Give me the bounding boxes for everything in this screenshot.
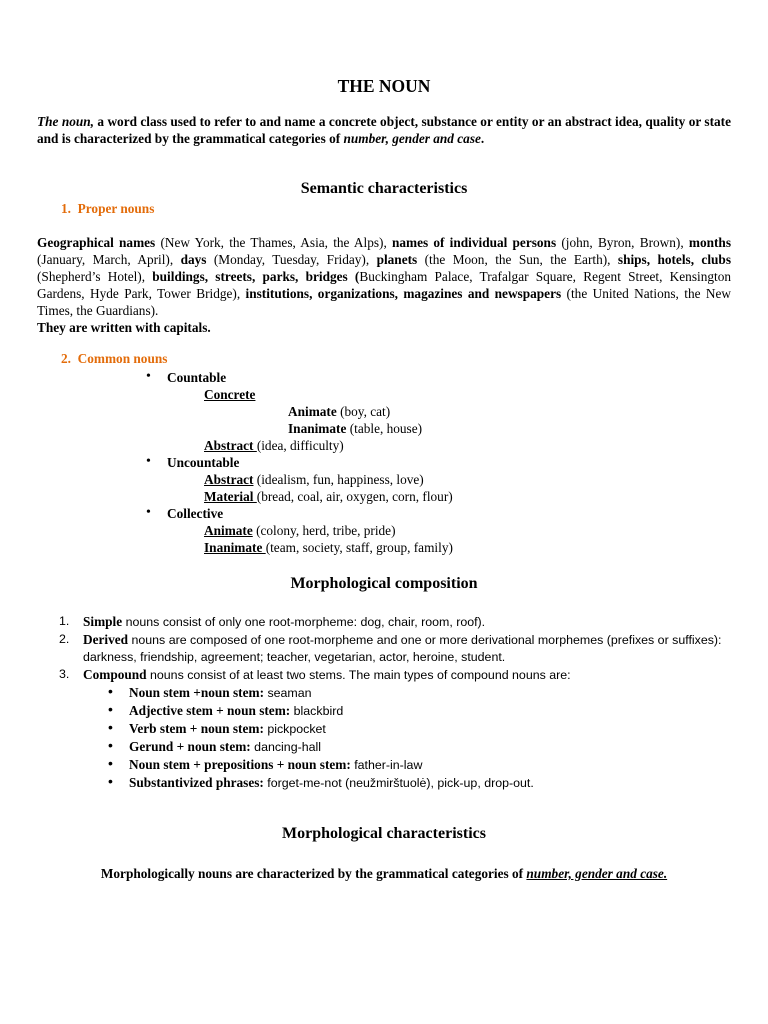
proper-category-4: planets xyxy=(376,252,418,267)
intro-categories: number, gender and case xyxy=(343,131,481,146)
proper-category-6: buildings, streets, parks, bridges ( xyxy=(152,269,360,284)
page-title: THE NOUN xyxy=(337,76,431,96)
intro-paragraph: The noun, a word class used to refer to and name a concrete object, substance or entity or an abstract idea, quality or state and is characterized by the grammatical categories of number, gender and case. xyxy=(37,114,731,146)
characteristics-heading: Morphological characteristics xyxy=(282,825,486,842)
compound-types-list xyxy=(61,684,731,792)
proper-category-7: institutions, organizations, magazines and newspapers xyxy=(245,286,562,301)
abstract-item: Abstract (idea, difficulty) xyxy=(204,438,344,453)
compound-type-item: • Noun stem +noun stem: seaman xyxy=(129,684,731,702)
proper-examples-7: (the United Nations, the New Times, the Guardians). xyxy=(37,286,731,318)
animate-item: Animate (boy, cat) xyxy=(288,404,391,419)
collective-animate-item: Animate (colony, herd, tribe, pride) xyxy=(204,523,396,538)
proper-category-3: days xyxy=(180,252,207,267)
uncountable-abstract-item: Abstract (idealism, fun, happiness, love) xyxy=(204,472,424,487)
proper-nouns-heading: 1. Proper nouns xyxy=(61,201,155,216)
intro-term: The noun, xyxy=(37,114,94,129)
composition-item-simple: 1. Simple nouns consist of only one root-morpheme: dog, chair, room, roof). xyxy=(59,614,486,629)
proper-category-0: Geographical names xyxy=(37,235,156,250)
proper-examples-0: (New York, the Thames, Asia, the Alps), xyxy=(155,235,392,250)
compound-type-item: • Adjective stem + noun stem: blackbird xyxy=(129,702,731,720)
compound-type-item: • Gerund + noun stem: dancing-hall xyxy=(129,738,731,756)
characteristics-categories: number, gender and case. xyxy=(526,866,668,881)
proper-examples-2: (January, March, April), xyxy=(37,252,181,267)
composition-item-compound: 3. Compound nouns consist of at least two stems. The main types of compound nouns are: xyxy=(59,667,571,682)
collective-item: • Collective xyxy=(167,505,223,522)
intro-text: a word class used to refer to and name a concrete object, substance or entity or an abstract idea, quality or state and is characterized by the grammatical categories of xyxy=(37,114,731,146)
proper-category-2: months xyxy=(688,235,731,250)
proper-category-1: names of individual persons xyxy=(392,235,557,250)
concrete-label: Concrete xyxy=(204,387,256,402)
proper-examples-6: Buckingham Palace, Trafalgar Square, Regent Street, Kensington Gardens, Hyde Park, Tower Bridge), xyxy=(37,269,731,301)
proper-examples-5: (Shepherd’s Hotel), xyxy=(37,269,153,284)
material-item: Material (bread, coal, air, oxygen, corn, flour) xyxy=(204,489,453,504)
uncountable-item: • Uncountable xyxy=(167,454,239,471)
semantic-heading: Semantic characteristics xyxy=(300,180,468,197)
characteristics-paragraph: Morphologically nouns are characterized by the grammatical categories of number, gender and case. xyxy=(100,866,668,881)
collective-inanimate-item: Inanimate (team, society, staff, group, family) xyxy=(204,540,453,555)
composition-list xyxy=(61,613,731,792)
proper-nouns-segments xyxy=(37,235,731,318)
countable-item: • Countable xyxy=(167,369,226,386)
proper-examples-4: (the Moon, the Sun, the Earth), xyxy=(417,252,618,267)
proper-nouns-paragraph xyxy=(37,234,731,336)
compound-type-item: • Verb stem + noun stem: pickpocket xyxy=(129,720,731,738)
capitals-note: They are written with capitals. xyxy=(37,320,211,335)
proper-examples-1: (john, Byron, Brown), xyxy=(556,235,689,250)
compound-type-item: • Substantivized phrases: forget-me-not (neužmirštuolė), pick-up, drop-out. xyxy=(129,774,731,792)
inanimate-item: Inanimate (table, house) xyxy=(288,421,423,436)
composition-heading: Morphological composition xyxy=(290,575,478,592)
proper-examples-3: (Monday, Tuesday, Friday), xyxy=(206,252,377,267)
common-nouns-heading: 2. Common nouns xyxy=(61,351,168,366)
compound-type-item: • Noun stem + prepositions + noun stem: father-in-law xyxy=(129,756,731,774)
proper-category-5: ships, hotels, clubs xyxy=(617,252,731,267)
composition-item-derived: 2. Derived nouns are composed of one root-morpheme and one or more derivational morphemes (prefixes or suffixes): darkness, friendship, agreement; teacher, vegetarian, actor, heroine, student. xyxy=(59,632,722,664)
